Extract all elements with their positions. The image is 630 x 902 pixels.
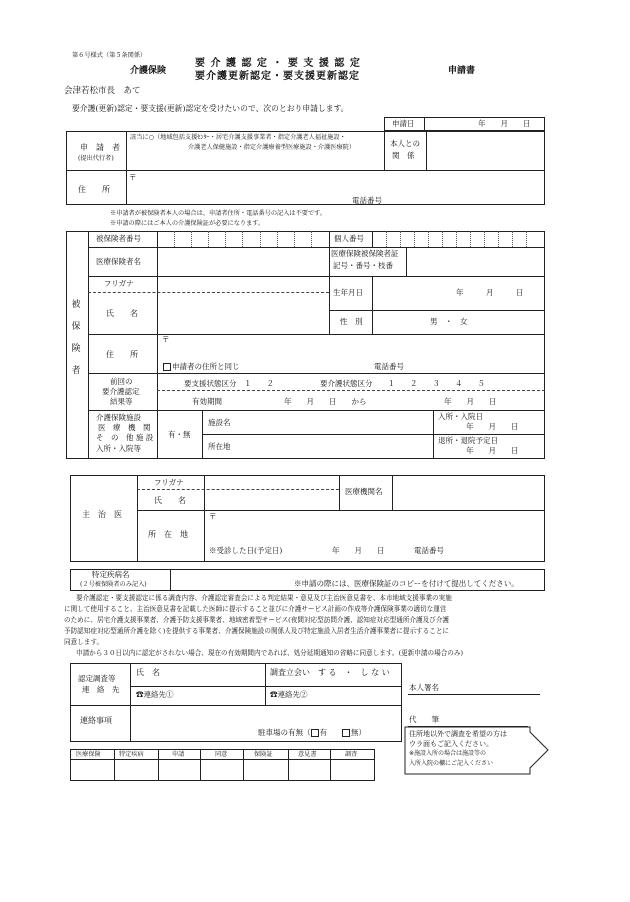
facility-label-4: 入所・入院等 (96, 444, 141, 453)
applicant-label: 申 請 者 (80, 143, 120, 152)
note-2: ※申請の際にはご本人の介護保険証が必要になります。 (110, 220, 265, 227)
same-as-applicant-option[interactable]: 申請者の住所と同じ (163, 363, 240, 372)
applicant-phone-label: 電話番号 (352, 196, 382, 205)
applicant-option-line2[interactable]: 介護老人保健施設・指定介護療養型医療施設・介護医療院） (188, 144, 356, 151)
validity-label: 有効期間 (192, 397, 222, 406)
visit-date-value[interactable]: 年 月 日 (332, 546, 385, 555)
sex-value[interactable]: 男 ・ 女 (430, 317, 468, 326)
signature-label: 本人署名 (409, 683, 439, 692)
doctor-address-label: 所 在 地 (148, 530, 188, 539)
applicant-box (66, 131, 545, 205)
applicant-postal-mark: 〒 (129, 173, 137, 182)
insured-furigana-label: フリガナ (104, 279, 134, 288)
insured-side-label: 被 保 険 者 (71, 300, 81, 376)
prev-result-label-3: 結果等 (110, 397, 133, 406)
medical-card-label-1: 医療保険被保険者証 (331, 249, 399, 258)
note-1: ※申請者が被保険者本人の場合は、申請者住所・電話番号の記入は不要です。 (110, 210, 327, 217)
consent-line-1: 要介護認定・要支援認定に係る調査内容、介護認定審査会による判定結果・意見及び主治医意見書を、本市地域支援事業の実施 (76, 594, 452, 602)
intro-text: 要介護(更新)認定・要支援(更新)認定を受けたいので、次のとおり申請します。 (72, 104, 349, 113)
personal-number-label: 個人番号 (334, 234, 364, 243)
facility-label-2: 医 療 機 関 (98, 423, 151, 432)
application-date-label: 申請日 (392, 119, 415, 128)
contact-name-label: 氏 名 (136, 668, 160, 677)
validity-to[interactable]: 年 月 日 (444, 397, 497, 406)
validity-from[interactable]: 年 月 日 から (284, 397, 367, 406)
doctor-furigana-label: フリガナ (154, 478, 184, 487)
shinseisho-label: 申請書 (448, 66, 476, 76)
phone-contact-2: ☎連絡先② (270, 690, 308, 699)
facility-yes-no[interactable]: 有・無 (168, 430, 191, 439)
facility-label-1: 介護保険施設 (96, 413, 141, 422)
admission-date-label: 入所・入院日 (438, 412, 483, 421)
consent-line-5: 同意します。 (64, 638, 104, 646)
care-level-options[interactable]: 要介護状態区分 １ ２ ３ ４ ５ (320, 379, 485, 388)
callout-line-4: 入所入院の欄にご記入ください (409, 760, 494, 767)
relation-label-1: 本人との (390, 139, 420, 148)
consent-line-2: に関して使用すること、主治医意見書を記載した医師に提示すること並びに介護サービス計画の作成等介護保険事業の適切な運営 (64, 605, 447, 613)
office-col-survey: 調査 (345, 751, 358, 758)
parking-yes-checkbox[interactable] (311, 729, 319, 737)
doctor-phone-label: 電話番号 (414, 546, 444, 555)
support-level-options[interactable]: 要支援状態区分 １ ２ (184, 379, 274, 388)
insured-name-label: 氏 名 (106, 309, 138, 318)
callout-line-1: 住所地以外で調査を希望の方は (409, 730, 507, 738)
disease-note: ※申請の際には、医療保険証のコピーを付けて提出してください。 (294, 579, 519, 588)
insured-number-label: 被保険者番号 (96, 234, 141, 243)
contact-label-2: 連 絡 先 (82, 685, 120, 694)
discharge-date-label: 退所・退院予定日 (438, 436, 498, 445)
doctor-postal-mark: 〒 (209, 512, 217, 521)
contact-label-1: 認定調査等 (78, 674, 116, 683)
applicant-address-label: 住 所 (78, 185, 110, 194)
consent-line-6: 申請から３０日以内に認定がされない場合、現在の有効期間内であれば、処分延期通知の省略に同意します。(更新申請の場合のみ) (76, 649, 464, 657)
medical-card-label-2: 記号・番号・枝番 (333, 261, 393, 270)
office-col-application: 申請 (172, 751, 185, 758)
office-col-medical: 医療保険 (76, 751, 101, 758)
office-col-opinion: 意見書 (298, 751, 317, 758)
office-col-consent: 同意 (215, 751, 228, 758)
phone-contact-1: ☎連絡先① (136, 690, 174, 699)
callout-line-2: ウラ面もご記入ください。 (409, 740, 493, 748)
survey-attendance[interactable]: 調査立会い す る ・ し な い (270, 668, 390, 677)
sex-label: 性 別 (340, 317, 363, 326)
parking-no-checkbox[interactable] (342, 729, 350, 737)
office-col-disease: 特定疾病 (119, 751, 144, 758)
title-line-1: 要 介 護 認 定 ・ 要 支 援 認 定 (195, 58, 361, 69)
discharge-date-value[interactable]: 年 月 日 (466, 446, 519, 455)
proxy-label: 代 筆 (409, 715, 439, 724)
dob-label: 生年月日 (333, 288, 363, 297)
applicant-option-line1[interactable]: 該当に○（地域包括支援ｾﾝﾀｰ・居宅介護支援事業者・指定介護老人福祉施設・ (130, 134, 346, 141)
prev-result-label-2: 要介護認定 (102, 387, 140, 396)
admission-date-value[interactable]: 年 月 日 (466, 422, 519, 431)
disease-sublabel: (２号被保険者のみ記入) (80, 581, 147, 588)
addressee: 会津若松市長 あて (64, 86, 141, 96)
clinic-name-label: 医療機関名 (345, 487, 383, 496)
consent-line-4: 予防認知症対応型通所介護を除く)を提供する事業者、介護保険施設の関係人及び特定施設入居者生活介護事業者に提示することに (64, 627, 450, 635)
form-number: 第６号様式（第５条関係） (72, 52, 147, 59)
title-line-2: 要介護更新認定・要支援更新認定 (195, 71, 360, 82)
consent-line-3: のために、居宅介護支援事業者、介護予防支援事業者、地域密着型サービス(夜間対応型訪問介護、認知症対応型通所介護及び介護 (64, 616, 450, 624)
relation-label-2: 関 係 (392, 151, 415, 160)
contact-notes-label: 連絡事項 (80, 716, 112, 725)
visit-date-label: ※受診した日(予定日) (209, 546, 283, 555)
parking-field: 駐車場の有無（ 有 無） (258, 728, 366, 737)
doctor-label: 主 治 医 (82, 510, 122, 519)
disease-label: 特定疾病名 (92, 570, 130, 579)
insured-postal-mark: 〒 (162, 335, 170, 344)
facility-name-label: 施設名 (208, 418, 231, 427)
kaigo-hoken-label: 介護保険 (130, 66, 167, 76)
medical-insurer-label: 医療保険者名 (96, 257, 141, 266)
signature-line[interactable] (408, 694, 540, 695)
insured-address-label: 住 所 (106, 350, 138, 359)
dob-value[interactable]: 年 月 日 (456, 288, 524, 297)
applicant-sublabel: (提出代行者) (78, 155, 114, 162)
doctor-name-label: 氏 名 (154, 496, 186, 505)
office-col-card: 保険証 (254, 751, 273, 758)
facility-label-3: そ の 他 施 設 (96, 433, 154, 442)
facility-address-label: 所在地 (208, 442, 231, 451)
prev-result-label-1: 前回の (110, 377, 133, 386)
insured-phone-label: 電話番号 (374, 362, 404, 371)
same-as-checkbox[interactable] (163, 363, 171, 371)
callout-line-3: ※施設入所の場合は施設等の (409, 750, 487, 757)
application-date-value[interactable]: 年 月 日 (478, 119, 531, 128)
